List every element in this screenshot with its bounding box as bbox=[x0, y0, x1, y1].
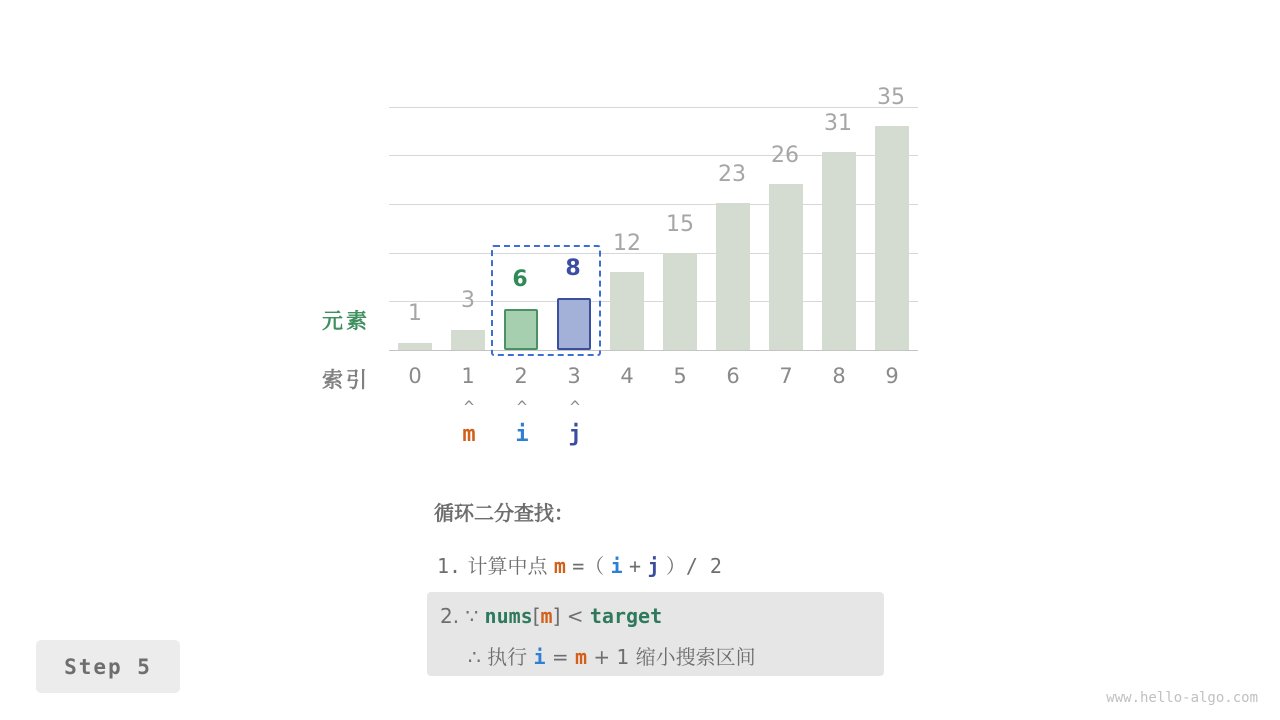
index-tick-7: 7 bbox=[779, 364, 793, 388]
bar-value-5: 15 bbox=[666, 212, 694, 237]
caption-step-2-line-2 bbox=[440, 641, 756, 670]
bar-8 bbox=[822, 152, 856, 350]
pointer-label-j: j bbox=[568, 422, 582, 447]
step2-assign: = bbox=[551, 645, 569, 669]
bar-value-9: 35 bbox=[877, 85, 905, 110]
index-tick-9: 9 bbox=[885, 364, 899, 388]
index-tick-2: 2 bbox=[514, 364, 528, 388]
step-badge: Step 5 bbox=[36, 640, 180, 693]
step1-text: 计算中点 bbox=[467, 554, 548, 578]
step2-therefore: ∴ bbox=[468, 645, 481, 669]
index-axis-label: 索引 bbox=[322, 368, 370, 392]
caption-step-2-line-1 bbox=[440, 604, 662, 628]
step2-target: target bbox=[589, 604, 663, 628]
bar-6 bbox=[716, 203, 750, 350]
index-tick-5: 5 bbox=[673, 364, 687, 388]
caption-step-1 bbox=[437, 550, 722, 579]
watermark: www.hello-algo.com bbox=[1106, 690, 1258, 706]
step2-lt: < bbox=[566, 604, 584, 628]
bar-value-6: 23 bbox=[718, 162, 746, 187]
pointer-label-m: m bbox=[462, 422, 476, 447]
bar-value-7: 26 bbox=[771, 143, 799, 168]
step2-var-m: m bbox=[540, 604, 553, 628]
bar-1 bbox=[451, 330, 485, 350]
step1-plus: + bbox=[629, 554, 642, 578]
step2-because: ∵ bbox=[465, 604, 479, 628]
step1-var-j: j bbox=[647, 554, 660, 578]
bar-9 bbox=[875, 126, 909, 350]
bar-value-0: 1 bbox=[408, 301, 422, 326]
index-tick-8: 8 bbox=[832, 364, 846, 388]
step2-bracket-open: [ bbox=[532, 604, 541, 628]
step1-number: 1. bbox=[437, 554, 462, 578]
axis-baseline bbox=[389, 350, 918, 351]
pointer-caret-j: ^ bbox=[569, 398, 581, 418]
pointer-caret-i: ^ bbox=[516, 398, 528, 418]
index-tick-3: 3 bbox=[567, 364, 581, 388]
step1-var-i: i bbox=[610, 554, 623, 578]
index-tick-6: 6 bbox=[726, 364, 740, 388]
step2-plus-one: + 1 bbox=[593, 645, 630, 669]
pointer-label-i: i bbox=[515, 422, 529, 447]
bar-4 bbox=[610, 272, 644, 350]
caption-title: 循环二分查找： bbox=[434, 501, 574, 525]
gridline bbox=[389, 107, 918, 108]
step1-tail: ）/ 2 bbox=[665, 554, 722, 578]
step2-number: 2. bbox=[440, 604, 460, 628]
step2-bracket-close: ] bbox=[552, 604, 561, 628]
element-axis-label: 元素 bbox=[322, 309, 370, 333]
bar-value-3: 8 bbox=[565, 256, 581, 281]
bar-value-8: 31 bbox=[824, 111, 852, 136]
step2-var-m2: m bbox=[574, 645, 588, 669]
index-tick-4: 4 bbox=[620, 364, 634, 388]
step2-exec: 执行 bbox=[487, 645, 528, 669]
index-tick-1: 1 bbox=[461, 364, 475, 388]
bar-value-4: 12 bbox=[613, 231, 641, 256]
step1-var-m: m bbox=[553, 554, 566, 578]
bar-7 bbox=[769, 184, 803, 350]
bar-0 bbox=[398, 343, 432, 350]
bar-value-1: 3 bbox=[461, 288, 475, 313]
bar-value-2: 6 bbox=[512, 267, 528, 292]
step1-eq: =（ bbox=[572, 554, 605, 578]
pointer-caret-m: ^ bbox=[463, 398, 475, 418]
step2-var-i: i bbox=[533, 645, 546, 669]
bar-5 bbox=[663, 253, 697, 350]
step2-tail: 缩小搜索区间 bbox=[635, 645, 756, 669]
index-tick-0: 0 bbox=[408, 364, 422, 388]
step2-nums: nums bbox=[484, 604, 533, 628]
